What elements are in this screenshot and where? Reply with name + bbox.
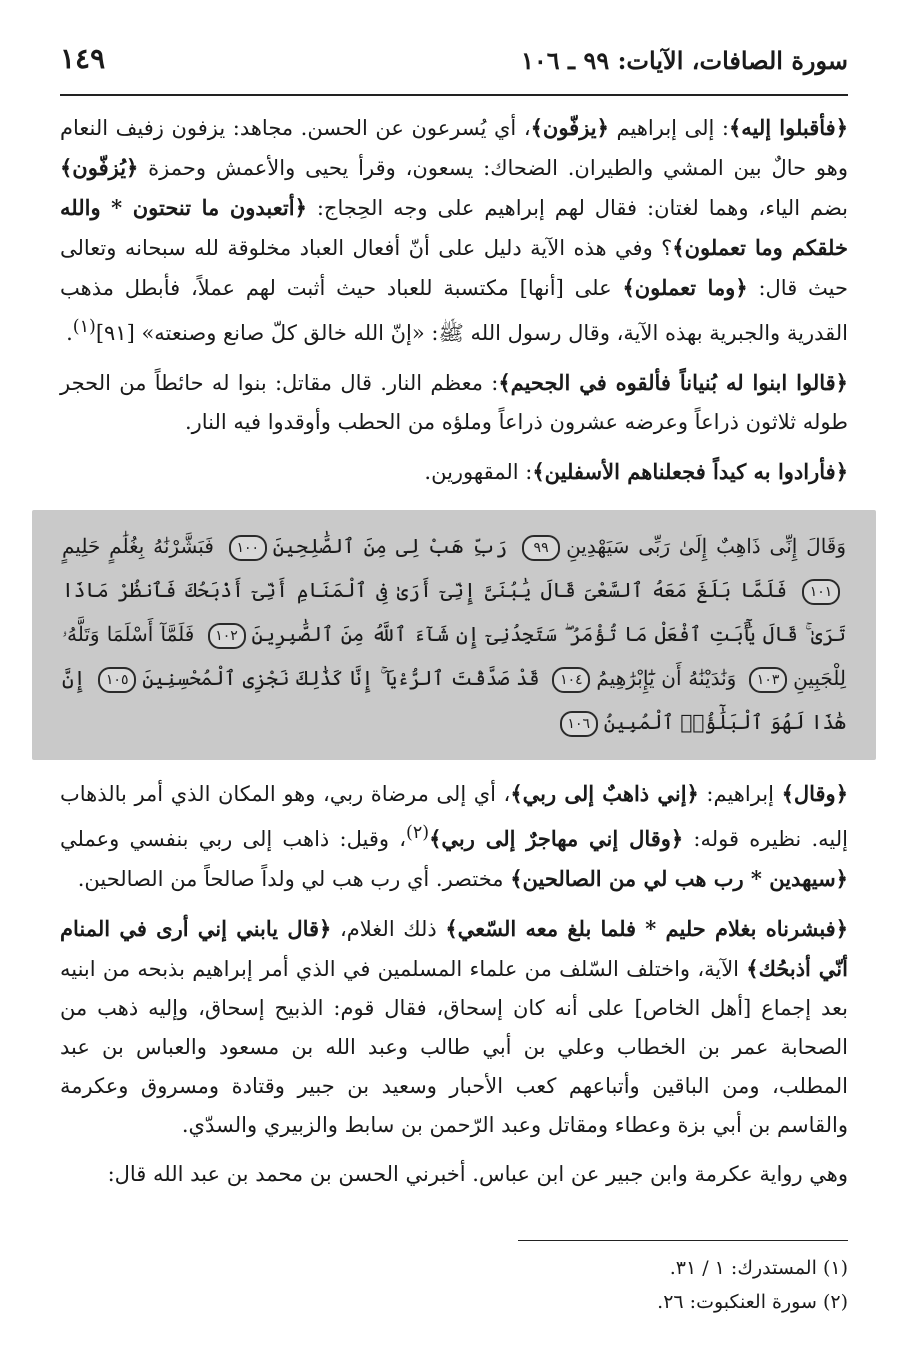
text: على [أنها] مكتسبة للعباد حيث أثبت لهم عملاً، فأبطل مذهب القدرية والجبرية بهذه الآية، وقال رسول الله ﷺ: «إنّ الله خالق كلّ صانع وصنعته» [٩١] [60,276,848,345]
footnote-ref: (١) [72,317,96,337]
ayah-number-104: ١٠٤ [552,667,590,693]
tafsir-paragraph-6 [60,1155,848,1194]
ayah-number-103: ١٠٣ [749,667,787,693]
verse-101: فَبَشَّرْنَٰهُ بِغُلَٰمٍ حَلِيمٍ [62,534,214,558]
page-header [60,38,848,96]
tafsir-paragraph-1 [60,108,848,353]
text: ذلك الغلام، [331,917,446,941]
tafsir-paragraph-5 [60,909,848,1145]
quote: ﴿أتعبدون ما تنحتون * والله خلقكم وما تعملون﴾ [60,195,848,260]
footnote-2 [60,1285,848,1319]
verse-100: رَبِّ هَبْ لِى مِنَ ٱلصَّٰلِحِينَ [272,534,508,558]
footnote-1 [60,1251,848,1285]
text: مختصر. أي رب هب لي ولداً صالحاً من الصالحين. [77,867,511,891]
tafsir-paragraph-4 [60,774,848,899]
quote: ﴿يُزفّون﴾ [60,155,139,180]
verse-104: وَنَٰدَيْنَٰهُ أَن يَٰٓإِبْرَٰهِيمُ [596,666,737,690]
footnote-ref: (٢) [406,823,430,843]
footnote-number: (٢) [822,1291,848,1313]
text: : إلى إبراهيم [608,116,729,140]
tafsir-paragraph-2 [60,363,848,442]
text: بضم الياء، وهما لغتان: فقال لهم إبراهيم على وجه الحِجاج: [306,196,849,220]
text: ، أي يُسرعون عن الحسن. مجاهد: يزفون زفيف النعام وهو حالٌ بين المشي والطيران. الضحاك: يسعون، وقرأ يحيى والأعمش وحمزة [60,116,848,180]
ayah-number-100: ١٠٠ [229,535,267,561]
quote: ﴿وقال إني مهاجرٌ إلى ربي﴾ [429,826,684,851]
ayah-number-99: ٩٩ [522,535,560,561]
quote: ﴿وقال﴾ [781,781,849,806]
footnote-text: المستدرك: ١ / ٣١. [669,1257,817,1279]
footnote-number: (١) [822,1257,848,1279]
text: ؟ وفي هذه الآية دليل على أنّ أفعال العباد مخلوقة لله سبحانه وتعالى حيث قال: [60,236,848,300]
text: : معظم النار. قال مقاتل: بنوا له حائطاً من الحجر طوله ثلاثون ذراعاً وعرضه عشرون ذراعاً وملؤه من الحطب وأوقدوا فيه النار. [60,371,848,434]
quote: ﴿قالوا ابنوا له بُنياناً فألقوه في الجحيم﴾ [498,370,848,395]
verse-103: فَلَمَّآ أَسْلَمَا وَتَلَّهُۥ لِلْجَبِينِ [62,622,846,690]
tafsir-paragraph-3 [60,452,848,492]
verse-99: وَقَالَ إِنِّى ذَاهِبٌ إِلَىٰ رَبِّى سَيَهْدِينِ [566,534,847,558]
verse-102: فَلَمَّا بَلَغَ مَعَهُ ٱلسَّعْىَ قَالَ يَٰبُنَىَّ إِنِّىٓ أَرَىٰ فِى ٱلْمَنَامِ أَنِّىٓ أَذْبَحُكَ فَٱنظُرْ مَاذَا تَرَىٰ ۚ قَالَ يَٰٓأَبَتِ ٱفْعَلْ مَا تُؤْمَرُ ۖ سَتَجِدُنِىٓ إِن شَآءَ ٱللَّهُ مِنَ ٱلصَّٰبِرِينَ [62,578,847,646]
quote: ﴿سيهدين * رب هب لي من الصالحين﴾ [510,866,848,891]
footnote-text: سورة العنكبوت: ٢٦. [657,1291,817,1313]
ayah-number-106: ١٠٦ [560,711,598,737]
quote: ﴿وما تعملون﴾ [622,275,748,300]
footnote-divider [518,1240,848,1241]
verse-105: قَدْ صَدَّقْتَ ٱلرُّءْيَآ ۚ إِنَّا كَذَٰلِكَ نَجْزِى ٱلْمُحْسِنِينَ [142,666,540,690]
quote: ﴿فأقبلوا إليه﴾ [728,115,849,140]
quote: ﴿إني ذاهبٌ إلى ربي﴾ [510,781,699,806]
text: . [66,321,73,345]
footnotes [60,1240,848,1319]
surah-header-title: سورة الصافات، الآيات: ٩٩ ـ ١٠٦ [521,46,848,75]
text: الآية، واختلف السّلف من علماء المسلمين في الذي أمر إبراهيم بذبحه من ابنيه بعد إجماع [أهل الخاص] على أنه كان إسحاق، فقال قوم: الذبيح إسحاق، وإليه ذهب من الصحابة عمر بن الخطاب وعلي بن أبي طالب وعبد الله بن مسعود والعباس بن عبد المطلب، ومن الباقين وأتباعهم كعب الأحبار وسعيد بن جبير وقتادة ومسروق وعكرمة والقاسم بن أبي بزة وعطاء ومقاتل وعبد الرّحمن بن سابط والزبيري والسدّي. [60,957,848,1137]
ayah-number-102: ١٠٢ [208,623,246,649]
quran-verses-box [32,510,876,760]
text: : المقهورين. [424,460,533,484]
verse-106: إِنَّ هَٰذَا لَهُوَ ٱلْبَلَٰٓؤُا۟ ٱلْمُبِينُ [62,666,846,734]
text: ، وقيل: ذاهب إلى ربي بنفسي وعملي [60,827,406,851]
page-number: ١٤٩ [60,42,106,75]
ayah-number-101: ١٠١ [802,579,840,605]
text: وهي رواية عكرمة وابن جبير عن ابن عباس. أخبرني الحسن بن محمد بن عبد الله قال: [107,1162,848,1186]
text: ، أي إلى مرضاة ربي، وهو المكان الذي أمر بالذهاب إليه. نظيره قوله: [60,782,848,851]
quote: ﴿فأرادوا به كيداً فجعلناهم الأسفلين﴾ [532,459,848,484]
text: إبراهيم: [698,782,782,806]
quote: ﴿يزفّون﴾ [530,115,609,140]
quote: ﴿قال يابني إني أرى في المنام أنّي أذبحُك﴾ [60,916,848,981]
ayah-number-105: ١٠٥ [98,667,136,693]
page-body [60,108,848,1204]
quote: ﴿فبشرناه بغلام حليم * فلما بلغ معه السّعي﴾ [445,916,849,941]
